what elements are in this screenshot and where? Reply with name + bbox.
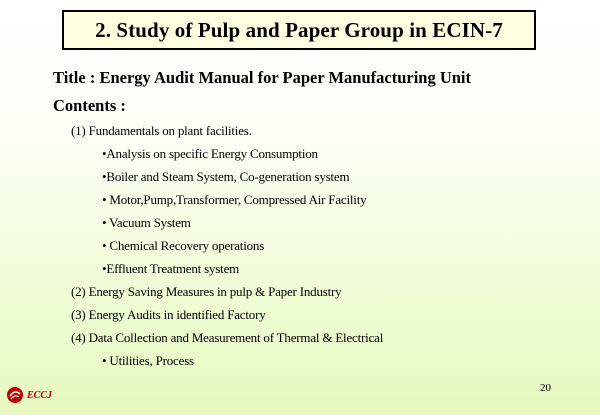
page-number: 20 (540, 382, 551, 394)
list-item: •Analysis on specific Energy Consumption (102, 146, 318, 161)
list-item: • Motor,Pump,Transformer, Compressed Air Facility (102, 192, 367, 207)
document-title-heading: Title : Energy Audit Manual for Paper Manufacturing Unit (53, 68, 472, 87)
list-item: (4) Data Collection and Measurement of Thermal & Electrical (71, 330, 384, 345)
list-item: (2) Energy Saving Measures in pulp & Paper Industry (71, 284, 342, 299)
slide-title-box (62, 10, 536, 50)
list-item: (1) Fundamentals on plant facilities. (71, 123, 252, 138)
list-item: • Utilities, Process (102, 353, 194, 368)
list-item: •Boiler and Steam System, Co-generation system (102, 169, 350, 184)
eccj-logo-icon (6, 386, 24, 404)
list-item: • Chemical Recovery operations (102, 238, 265, 253)
list-item: • Vacuum System (102, 215, 191, 230)
logo-text: ECCJ (27, 389, 53, 401)
eccj-logo (6, 386, 52, 404)
list-item: (3) Energy Audits in identified Factory (71, 307, 266, 322)
slide-title: 2. Study of Pulp and Paper Group in ECIN-7 (95, 17, 503, 42)
list-item: •Effluent Treatment system (102, 261, 240, 276)
contents-heading: Contents : (53, 96, 126, 115)
